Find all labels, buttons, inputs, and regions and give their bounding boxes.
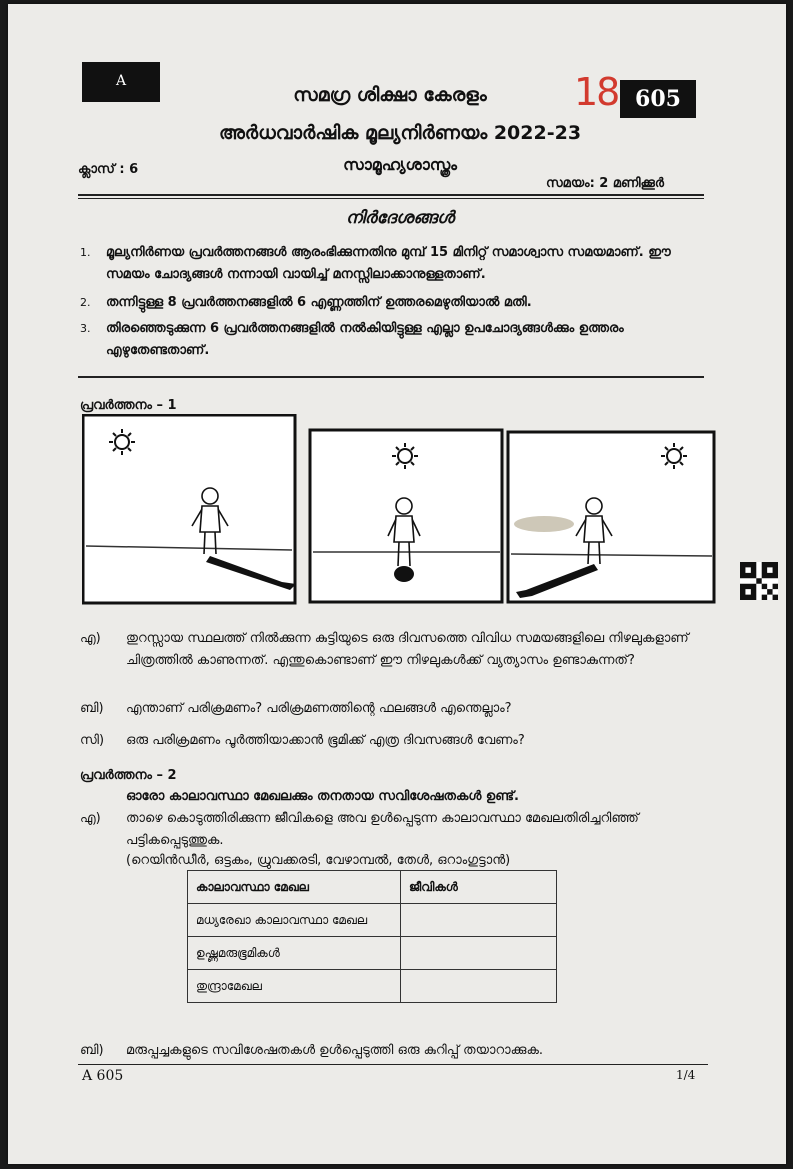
answer-cell [401, 937, 557, 970]
table-header: കാലാവസ്ഥാ മേഖല [188, 871, 401, 904]
footer-code: A 605 [82, 1068, 124, 1084]
instruction-text: തന്നിട്ടുള്ള 8 പ്രവർത്തനങ്ങളിൽ 6 എണ്ണത്തിന് ഉത്തരമെഴുതിയാൽ മതി. [106, 295, 532, 310]
question-label: ബി) [80, 1043, 104, 1058]
panel-evening [508, 432, 714, 602]
question-text: താഴെ കൊടുത്തിരിക്കുന്ന ജീവികളെ അവ ഉൾപ്പെടുന്ന കാലാവസ്ഥാ മേഖലതിരിച്ചറിഞ്ഞ് പട്ടികപ്പെടുത്തുക. [126, 811, 639, 848]
header-divider [78, 194, 704, 196]
instructions-divider [78, 376, 704, 378]
table-cell: ഉഷ്ണമരുഭൂമികൾ [188, 937, 401, 970]
question-label: എ) [80, 811, 101, 826]
question-label: ബി) [80, 701, 104, 716]
climate-zone-table [187, 870, 557, 1003]
question-label: സി) [80, 733, 105, 748]
instruction-number: 3. [80, 322, 91, 335]
table-header: ജീവികൾ [401, 871, 557, 904]
subject-title: സാമൂഹ്യശാസ്ത്രം [343, 155, 457, 174]
handwritten-mark: 18 [574, 70, 619, 114]
page-number: 1/4 [676, 1068, 696, 1082]
instruction-text: തിരഞ്ഞെടുക്കുന്ന 6 പ്രവർത്തനങ്ങളിൽ നൽകിയിട്ടുള്ള എല്ലാ ഉപചോദ്യങ്ങൾക്കും ഉത്തരം എഴുതേണ്ടതാണ്. [106, 321, 624, 358]
statement-text: ഓരോ കാലാവസ്ഥാ മേഖലക്കും തനതായ സവിശേഷതകൾ ഉണ്ട്. [126, 789, 519, 804]
question-text: ഒരു പരിക്രമണം പൂർത്തിയാക്കാൻ ഭൂമിക്ക് എത്ര ദിവസങ്ങൾ വേണം? [126, 733, 525, 748]
paper-number-box: 605 [620, 80, 696, 118]
animal-list-text: (റെയിൻഡീർ, ഒട്ടകം, ധ്രുവക്കരടി, വേഴാമ്പൽ, തേൾ, ഒറാംഗുട്ടാൻ) [126, 853, 511, 868]
table-cell: മധ്യരേഖാ കാലാവസ്ഥാ മേഖല [188, 904, 401, 937]
activity2-title: പ്രവർത്തനം – 2 [80, 768, 177, 783]
shadow [394, 566, 414, 582]
table-row [188, 904, 557, 937]
instruction-item [80, 292, 710, 314]
exam-title: അർധവാർഷിക മൂല്യനിർണയം 2022-23 [218, 122, 582, 144]
instruction-item [80, 242, 710, 286]
qr-code-icon [740, 562, 778, 600]
shadow-illustration [82, 414, 718, 610]
org-title: സമഗ്ര ശിക്ഷാ കേരളം [293, 84, 487, 106]
set-code-box: A [82, 62, 160, 102]
question-1c [80, 730, 720, 752]
time-label: സമയം: 2 മണിക്കൂർ [546, 176, 665, 191]
table-row [188, 937, 557, 970]
panel-noon [310, 430, 502, 602]
table-cell: തുന്ദ്രാമേഖല [188, 970, 401, 1003]
panel-morning [83, 415, 296, 603]
question-2a [80, 808, 720, 852]
header-divider-thin [78, 198, 704, 199]
question-1a [80, 628, 720, 672]
question-label: എ) [80, 631, 101, 646]
activity1-title: പ്രവർത്തനം – 1 [80, 398, 177, 413]
question-1b [80, 698, 720, 720]
instruction-number: 1. [80, 246, 91, 259]
question-text: എന്താണ് പരിക്രമണം? പരിക്രമണത്തിന്റെ ഫലങ്ങൾ എന്തെല്ലാം? [126, 701, 512, 716]
answer-cell [401, 970, 557, 1003]
class-label: ക്ലാസ് : 6 [78, 162, 139, 177]
instruction-text: മൂല്യനിർണയ പ്രവർത്തനങ്ങൾ ആരംഭിക്കുന്നതിനു മുമ്പ് 15 മിനിറ്റ് സമാശ്വാസ സമയമാണ്. ഈ സമയം ചോദ്യങ്ങൾ നന്നായി വായിച്ച് മനസ്സിലാക്കാനുള്ളതാണ്. [106, 245, 671, 282]
table-row [188, 970, 557, 1003]
instructions-title: നിർദേശങ്ങൾ [345, 208, 455, 228]
table-header-row [188, 871, 557, 904]
question-2b [80, 1040, 720, 1062]
activity2-statement [80, 786, 720, 808]
question-text: മരുപ്പച്ചകളുടെ സവിശേഷതകൾ ഉൾപ്പെടുത്തി ഒരു കുറിപ്പ് തയാറാക്കുക. [126, 1043, 543, 1058]
animal-list [80, 850, 720, 872]
answer-cell [401, 904, 557, 937]
footer-divider [78, 1064, 708, 1065]
instruction-number: 2. [80, 296, 91, 309]
question-text: തുറസ്സായ സ്ഥലത്ത് നിൽക്കുന്ന കുട്ടിയുടെ ഒരു ദിവസത്തെ വിവിധ സമയങ്ങളിലെ നിഴലുകളാണ് ചിത്രത്തിൽ കാണുന്നത്. എന്തുകൊണ്ടാണ് ഈ നിഴലുകൾക്ക് വ്യത്യാസം ഉണ്ടാകുന്നത്? [126, 631, 689, 668]
instruction-item [80, 318, 710, 362]
